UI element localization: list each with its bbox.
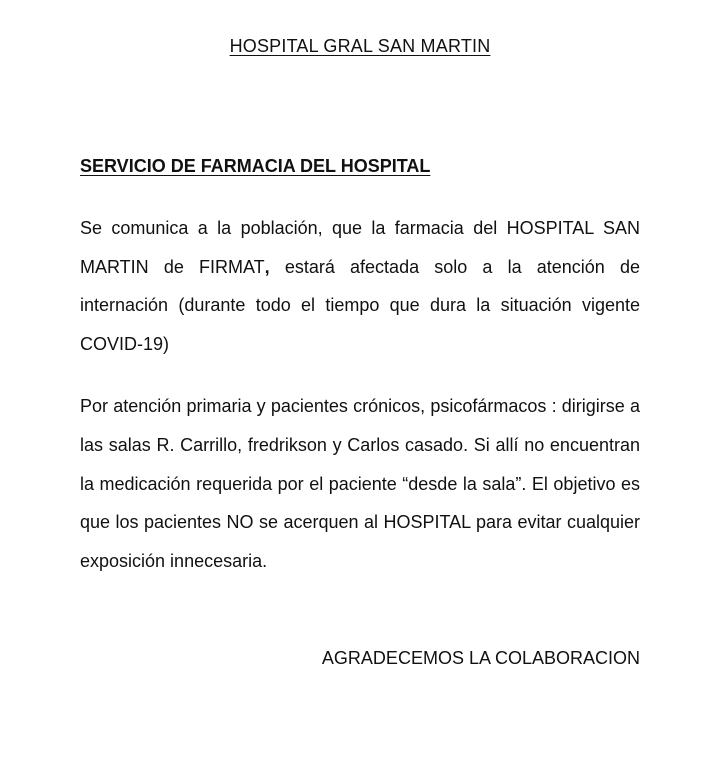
paragraph-announcement-part-b: estará afectada solo a la atención de internación (durante todo el tiempo que dura la situación vigente COVID-19) [80, 256, 640, 354]
paragraph-announcement-comma: , [264, 256, 270, 277]
paragraph-announcement-part-a: Se comunica a la población, que la farmacia del HOSPITAL SAN MARTIN de FIRMAT [80, 218, 640, 277]
paragraph-announcement [80, 209, 640, 363]
hospital-header: HOSPITAL GRAL SAN MARTIN [229, 36, 491, 56]
section-title: SERVICIO DE FARMACIA DEL HOSPITAL [80, 156, 431, 176]
paragraph-instructions: Por atención primaria y pacientes crónicos, psicofármacos : dirigirse a las salas R. Carrillo, fredrikson y Carlos casado. Si allí no encuentran la medicación requerida por el paciente “desde la sala”. El objetivo es que los pacientes NO se acerquen al HOSPITAL para evitar cualquier exposición innecesaria. [80, 396, 640, 572]
closing-line: AGRADECEMOS LA COLABORACION [321, 648, 640, 668]
